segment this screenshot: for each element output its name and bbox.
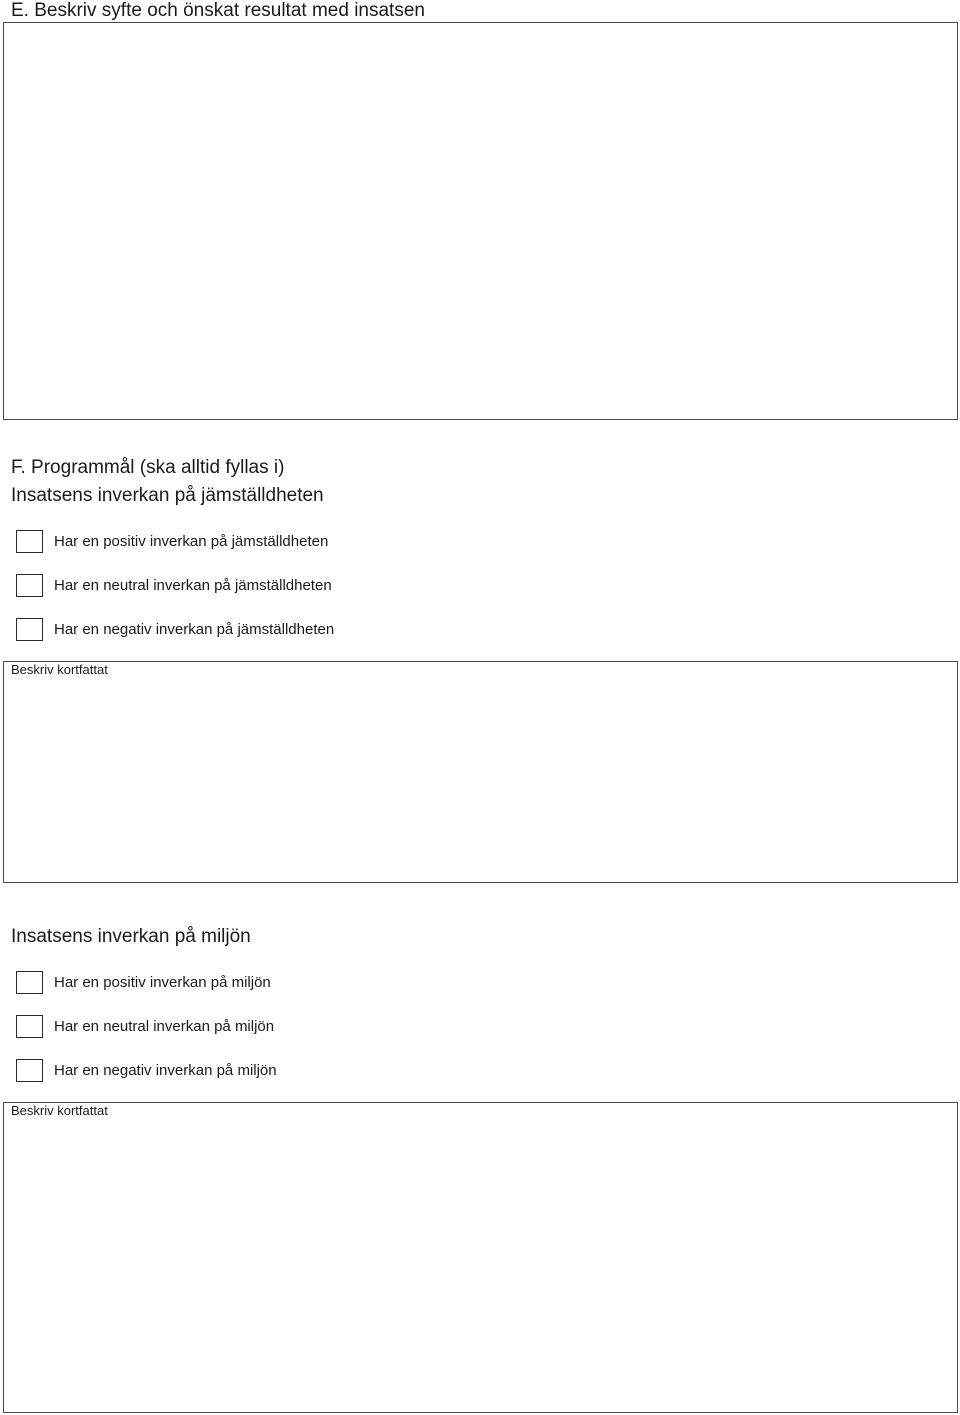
section-f-heading: F. Programmål (ska alltid fyllas i) bbox=[11, 457, 285, 478]
environment-option-neutral[interactable] bbox=[16, 1014, 274, 1038]
environment-describe-label: Beskriv kortfattat bbox=[11, 1103, 108, 1118]
gender-impact-heading: Insatsens inverkan på jämställdheten bbox=[11, 485, 324, 506]
environment-describe-textarea[interactable] bbox=[3, 1102, 958, 1413]
gender-neutral-label: Har en neutral inverkan på jämställdheten bbox=[54, 576, 332, 594]
gender-negative-checkbox[interactable] bbox=[16, 618, 43, 641]
environment-option-positive[interactable] bbox=[16, 970, 271, 994]
environment-negative-label: Har en negativ inverkan på miljön bbox=[54, 1061, 277, 1079]
gender-positive-checkbox[interactable] bbox=[16, 530, 43, 553]
environment-positive-label: Har en positiv inverkan på miljön bbox=[54, 973, 271, 991]
section-e-heading: E. Beskriv syfte och önskat resultat med insatsen bbox=[11, 0, 425, 21]
environment-option-negative[interactable] bbox=[16, 1058, 277, 1082]
gender-describe-label: Beskriv kortfattat bbox=[11, 662, 108, 677]
gender-neutral-checkbox[interactable] bbox=[16, 574, 43, 597]
gender-option-negative[interactable] bbox=[16, 617, 334, 641]
gender-option-neutral[interactable] bbox=[16, 573, 332, 597]
purpose-result-textarea[interactable] bbox=[3, 22, 958, 420]
gender-option-positive[interactable] bbox=[16, 529, 328, 553]
environment-positive-checkbox[interactable] bbox=[16, 971, 43, 994]
gender-positive-label: Har en positiv inverkan på jämställdheten bbox=[54, 532, 329, 550]
environment-negative-checkbox[interactable] bbox=[16, 1059, 43, 1082]
environment-neutral-checkbox[interactable] bbox=[16, 1015, 43, 1038]
environment-impact-heading: Insatsens inverkan på miljön bbox=[11, 926, 251, 947]
environment-neutral-label: Har en neutral inverkan på miljön bbox=[54, 1017, 275, 1035]
gender-describe-textarea[interactable] bbox=[3, 661, 958, 883]
gender-negative-label: Har en negativ inverkan på jämställdheten bbox=[54, 620, 335, 638]
